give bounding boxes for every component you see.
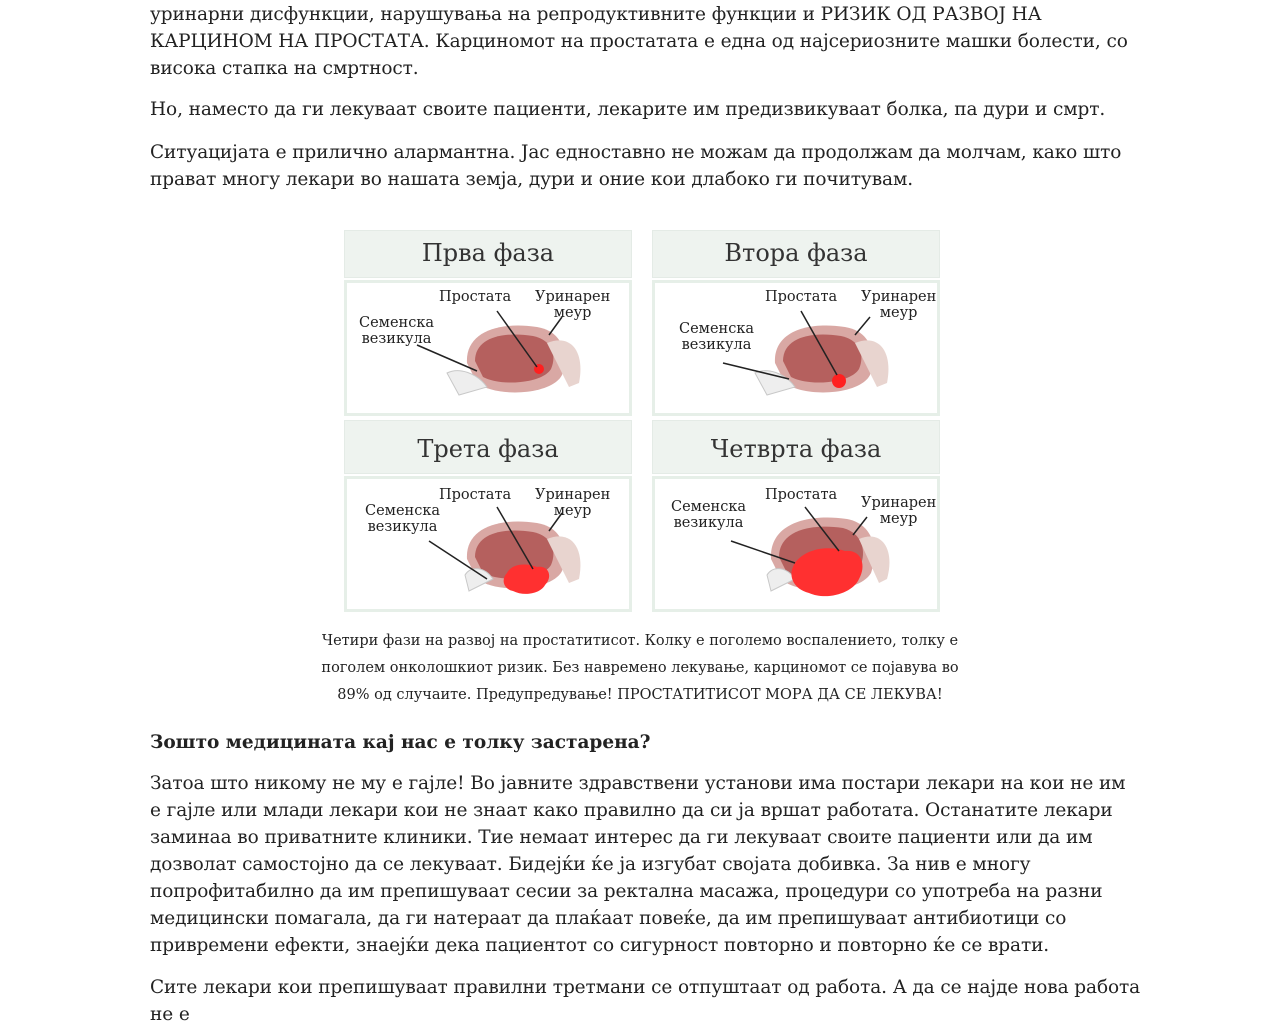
label-seminal-vesicle: Семенска везикула <box>671 499 747 531</box>
article-paragraph: Ситуацијата е прилично алармантна. Јас едноставно не можам да продолжам да молчам, како што прават многу лекари во нашата земја, дури и оние кои длабоко ги почитувам. <box>150 142 1122 190</box>
stage-title: Втора фаза <box>652 230 940 278</box>
label-prostate: Простата <box>765 289 838 305</box>
article-paragraph: Но, наместо да ги лекуваат своите пациенти, лекарите им предизвикуваат болка, па дури и смрт. <box>150 99 1106 120</box>
stage-illustration <box>652 476 940 612</box>
stage-title: Трета фаза <box>344 420 632 474</box>
stage-illustration <box>344 476 632 612</box>
caption-line: поголем онколошкиот ризик. Без навремено лекување, карциномот се појавува во <box>321 660 959 676</box>
caption-line: Четири фази на развој на простатитисот. Колку е поголемо воспалението, толку е <box>321 633 959 649</box>
lesion-mark <box>504 565 550 594</box>
stage-panel-4 <box>652 420 940 612</box>
label-bladder: Уринарен меур <box>535 487 611 519</box>
stage-panel-3 <box>344 420 632 612</box>
figure-caption <box>318 628 962 709</box>
label-bladder: Уринарен меур <box>535 289 611 321</box>
label-prostate: Простата <box>439 289 512 305</box>
stage-title: Прва фаза <box>344 230 632 278</box>
stage-illustration <box>652 280 940 416</box>
stage-panel-2 <box>652 230 940 416</box>
section-heading: Зошто медицината кај нас е толку застарена? <box>150 732 651 753</box>
article-paragraph: уринарни дисфункции, нарушувања на репродуктивните функции и РИЗИК ОД РАЗВОЈ НА КАРЦИНОМ НА ПРОСТАТА. Карциномот на простатата е една од најсериозните машки болести, со висока стапка на смртност. <box>150 4 1128 79</box>
label-prostate: Простата <box>439 487 512 503</box>
article-paragraph: Сите лекари кои препишуваат правилни третмани се отпуштаат од работа. А да се најде нова работа не е <box>150 977 1141 1025</box>
label-bladder: Уринарен меур <box>861 289 937 321</box>
prostatitis-stages-figure <box>340 228 946 616</box>
caption-line: 89% од случаите. Предупредување! ПРОСТАТИТИСОТ МОРА ДА СЕ ЛЕКУВА! <box>337 687 943 703</box>
stage-title: Четврта фаза <box>652 420 940 474</box>
lesion-mark <box>832 374 846 388</box>
label-prostate: Простата <box>765 487 838 503</box>
stage-panel-1 <box>344 230 632 416</box>
label-seminal-vesicle: Семенска везикула <box>365 503 441 535</box>
label-seminal-vesicle: Семенска везикула <box>359 315 435 347</box>
label-seminal-vesicle: Семенска везикула <box>679 321 755 353</box>
article-paragraph: Затоа што никому не му е гајле! Во јавните здравствени установи има постари лекари на кои не им е гајле или млади лекари кои не знаат како правилно да си ја вршат работата. Останатите лекари заминаа во приватните клиники. Тие немаат интерес да ги лекуваат своите пациенти или да им дозволат самостојно да се лекуваат. Бидејќи ќе ја изгубат својата добивка. За нив е многу попрофитабилно да им препишуваат сесии за ректална масажа, процедури со употреба на разни медицински помагала, да ги натераат да плаќаат повеќе, да им препишуваат антибиотици со привремени ефекти, знаејќи дека пациентот со сигурност повторно и повторно ќе се врати. <box>150 773 1126 956</box>
stage-illustration <box>344 280 632 416</box>
label-bladder: Уринарен меур <box>861 495 937 527</box>
